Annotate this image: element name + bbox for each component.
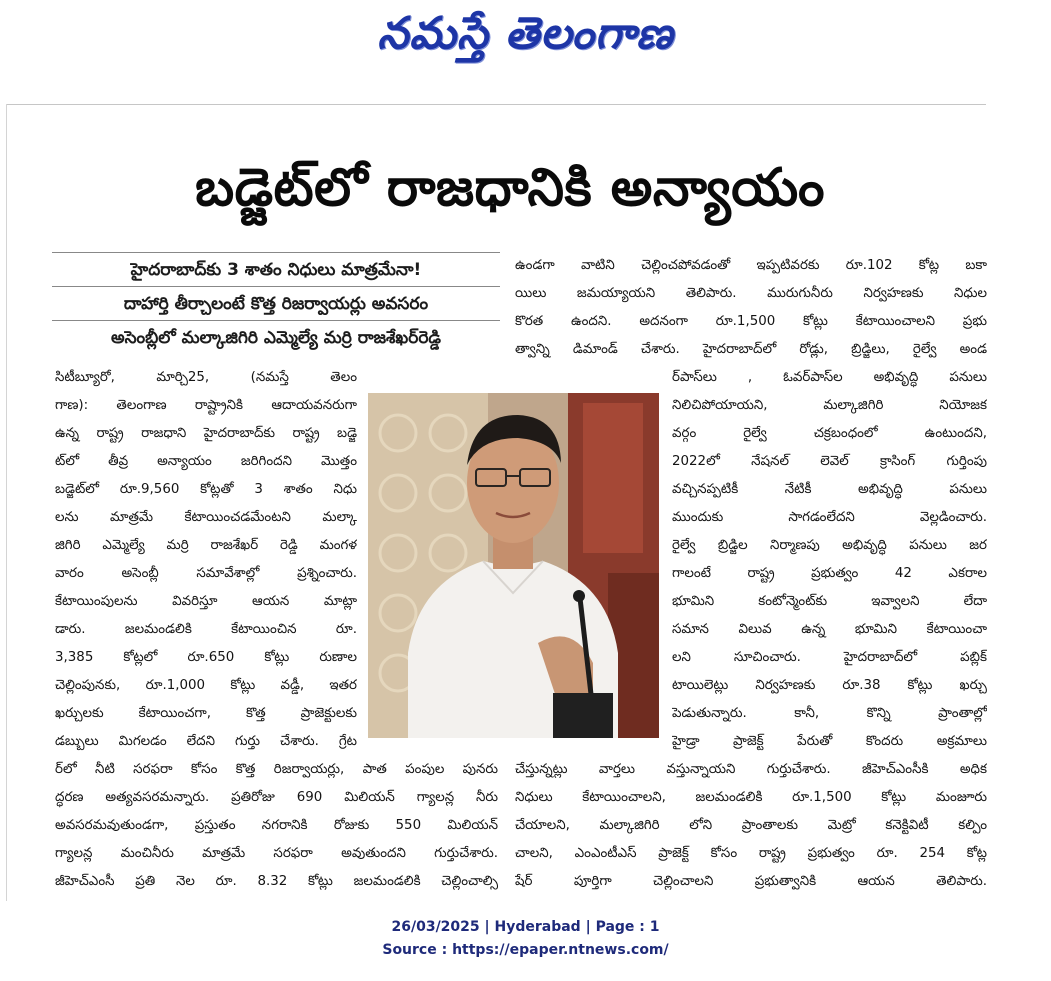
text-line: బడ్జెట్‌లో రూ.9,560 కోట్లతో 3 శాతం నిధు [55,482,357,497]
text-line: చెల్లింపునకు, రూ.1,000 కోట్లు వడ్డీ, ఇతర [55,678,357,693]
text-line: అవసరమవుతుండగా, ప్రస్తుతం నగరానికి రోజుకు 550 మిలియన్ [55,818,498,833]
footer-date-edition: 26/03/2025 | Hyderabad | Page : 1 [391,919,660,935]
article-column-1-continued [55,756,498,896]
text-line: కొరత ఉందని. అదనంగా రూ.1,500 కోట్లు కేటాయించాలని ప్రభు [515,314,987,329]
text-line: డబ్బులు మిగలడం లేదని గుర్తు చేశారు. గ్రేట [55,734,357,749]
text-line: హైడ్రా ప్రాజెక్ట్ పేరుతో కొందరు అక్రమాలు [672,734,987,749]
article-column-1 [55,364,357,756]
text-line: టాయిలెట్లు నిర్వహణకు రూ.38 కోట్లు ఖర్చు [672,678,987,693]
text-line: ట్‌లో తీవ్ర అన్యాయం జరిగిందని మొత్తం [55,454,357,469]
text-line: వర్గం రైల్వే చక్రబంధంలో ఉంటుందని, [672,426,987,441]
text-line: కేటాయింపులను వివరిస్తూ ఆయన మాట్లా [55,594,357,609]
text-line: ద్ధరణ అత్యవసరమన్నారు. ప్రతిరోజు 690 మిలియన్ గ్యాలన్ల నీరు [55,790,498,805]
text-line: భూమిని కంటోన్మెంట్‌కు ఇవ్వాలని లేదా [672,594,987,609]
text-line: గాణ): తెలంగాణ రాష్ట్రానికి ఆదాయవనరుగా [55,398,357,413]
article-headline: బడ్జెట్‌లో రాజధానికి అన్యాయం [195,158,825,218]
article-deck-3: అసెంబ్లీలో మల్కాజిగిరి ఎమ్మెల్యే మర్రి రాజశేఖర్‌రెడ్డి [111,328,441,348]
text-line: సమాన విలువ ఉన్న భూమిని కేటాయించా [672,622,987,637]
text-line: చేస్తున్నట్లు వార్తలు వస్తున్నాయని గుర్తుచేశారు. జీహెచ్‌ఎంసీకి అధిక [515,762,987,777]
text-line: ఉన్న రాష్ట్ర రాజధాని హైదరాబాద్‌కు రాష్ట్ర బడ్జె [55,426,357,441]
text-line: షేర్ పూర్తిగా చెల్లించాలని ప్రభుత్వానికి ఆయన తెలిపారు. [515,874,987,889]
article-column-3 [672,364,987,756]
newspaper-logo: నమస్తే తెలంగాణ [377,8,674,59]
text-line: సిటీబ్యూరో, మార్చి25, (నమస్తే తెలం [55,370,357,385]
page-border-left [6,104,7,901]
text-line: వచ్చినప్పటికీ నేటికీ అభివృద్ధి పనులు [672,482,987,497]
text-line: ముందుకు సాగడంలేదని వెల్లడించారు. [672,510,987,525]
masthead [0,0,1051,88]
article-column-2-top [515,252,987,364]
text-line: లని సూచించారు. హైదరాబాద్‌లో పబ్లిక్ [672,650,987,665]
article-deck-1: హైదరాబాద్‌కు 3 శాతం నిధులు మాత్రమేనా! [130,260,422,280]
text-line: గాలంటే రాష్ట్ర ప్రభుత్వం 42 ఎకరాల [672,566,987,581]
masthead-divider [6,104,986,105]
text-line: 2022లో నేషనల్ లెవెల్ క్రాసింగ్ గుర్తింపు [672,454,987,469]
text-line: జిగిరి ఎమ్మెల్యే మర్రి రాజశేఖర్ రెడ్డి మంగళ [55,538,357,553]
text-line: చాలని, ఎంఎంటీఎస్ ప్రాజెక్ట్ కోసం రాష్ట్ర ప్రభుత్వం రూ. 254 కోట్ల [515,846,987,861]
footer-source-link: Source : https://epaper.ntnews.com/ [382,942,669,958]
text-line: గ్యాలన్ల మంచినీరు మాత్రమే సరఫరా అవుతుందని గుర్తుచేశారు. [55,846,498,861]
text-line: చేయాలని, మల్కాజిగిరి లోని ప్రాంతాలకు మెట్రో కనెక్టివిటీ కల్పిం [515,818,987,833]
mla-photo [368,393,659,738]
text-line: ర్‌లో నీటి సరఫరా కోసం కొత్త రిజర్వాయర్లు, పాత పంపుల పునరు [55,762,498,777]
text-line: పెడుతున్నారు. కానీ, కొన్ని ప్రాంతాల్లో [672,706,987,721]
text-line: నిలిచిపోయాయని, మల్కాజిగిరి నియోజక [672,398,987,413]
text-line: యిలు జమయ్యాయని తెలిపారు. మురుగునీరు నిర్వహణకు నిధుల [515,286,987,301]
text-line: ఉండగా వాటిని చెల్లించపోవడంతో ఇప్పటివరకు రూ.102 కోట్ల బకా [515,258,987,273]
text-line: డారు. జలమండలికి కేటాయించిన రూ. [55,622,357,637]
text-line: ర్‌పాస్‌లు , ఓవర్‌పాస్‌ల అభివృద్ధి పనులు [672,370,987,385]
article-deck-2: దాహార్తి తీర్చాలంటే కొత్త రిజర్వాయర్లు అవసరం [123,294,429,314]
text-line: రైల్వే బ్రిడ్జిల నిర్మాణపు అభివృద్ధి పనులు జర [672,538,987,553]
text-line: 3,385 కోట్లలో రూ.650 కోట్లు రుణాల [55,650,357,665]
text-line: ఖర్చులకు కేటాయించగా, కొత్త ప్రాజెక్టులకు [55,706,357,721]
text-line: నిధులు కేటాయించాలని, జలమండలికి రూ.1,500 కోట్లు మంజూరు [515,790,987,805]
text-line: జీహెచ్‌ఎంసీ ప్రతి నెల రూ. 8.32 కోట్లు జలమండలికి చెల్లించాల్సి [55,874,498,889]
text-line: త్వాన్ని డిమాండ్ చేశారు. హైదరాబాద్‌లో రోడ్లు, బ్రిడ్జిలు, రైల్వే అండ [515,342,987,357]
text-line: లను మాత్రమే కేటాయించడమేంటని మల్కా [55,510,357,525]
article-column-2-bottom [515,756,987,896]
text-line: వారం అసెంబ్లీ సమావేశాల్లో ప్రశ్నించారు. [55,566,357,581]
